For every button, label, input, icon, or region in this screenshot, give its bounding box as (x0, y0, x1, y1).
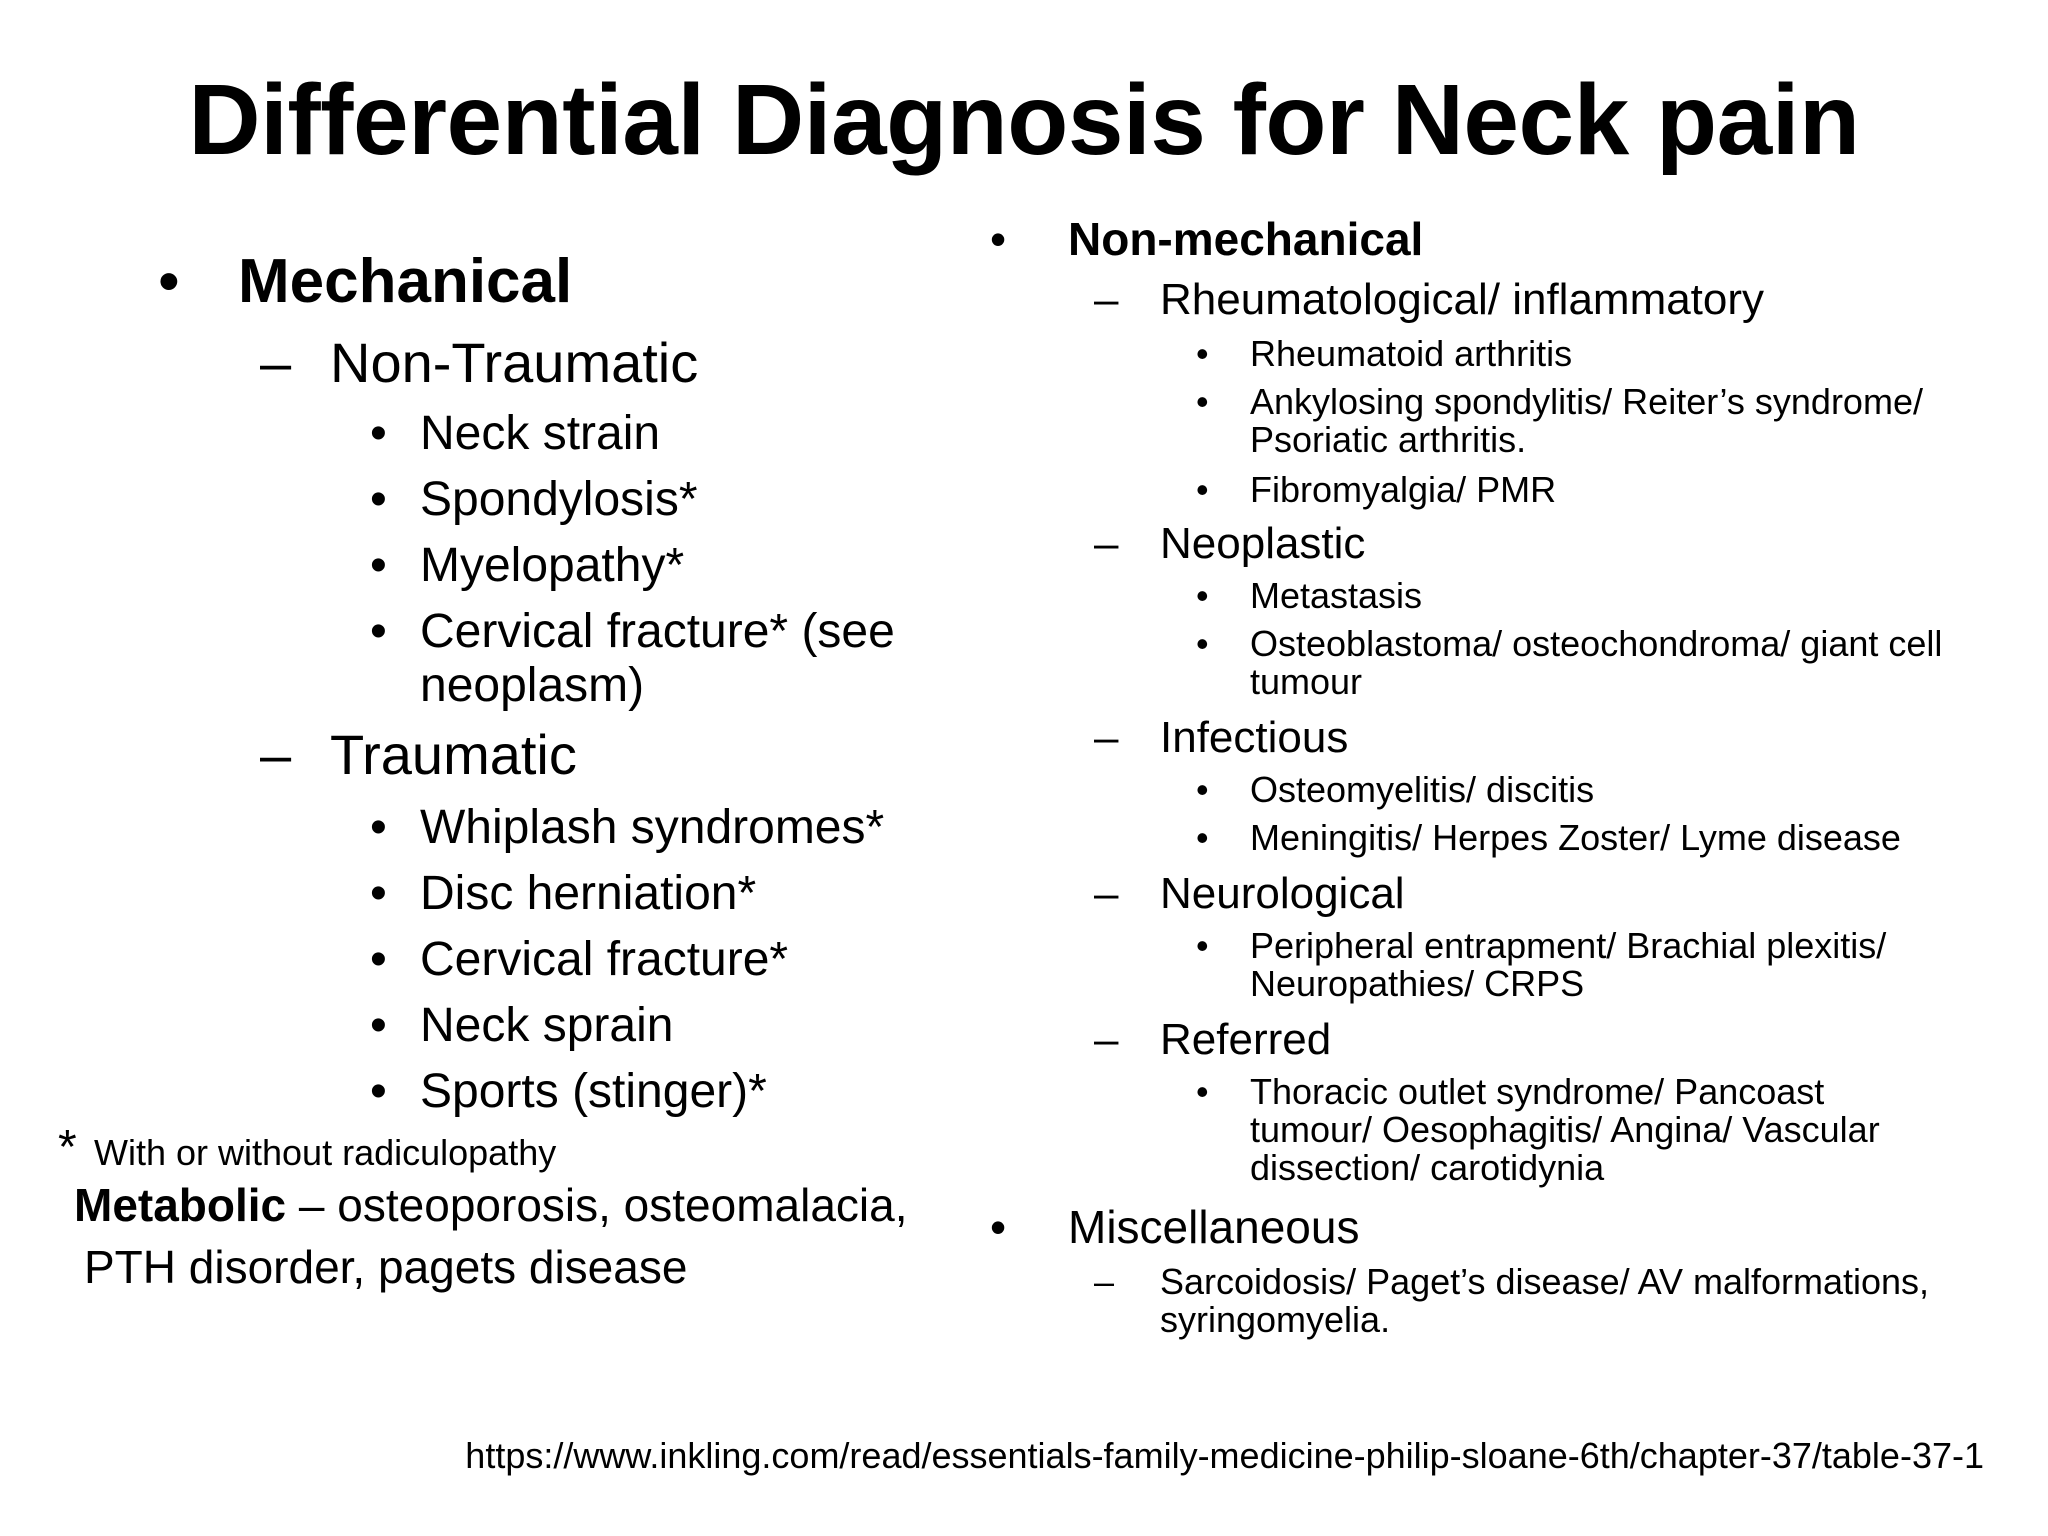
footnote-star: * (58, 1121, 77, 1174)
list-item-continuation: tumour (1250, 661, 1363, 702)
bullet-dot: • (370, 407, 387, 460)
list-item: Fibromyalgia/ PMR (1250, 469, 1557, 510)
dash-marker: – (1094, 1015, 1119, 1064)
bullet-dot: • (370, 473, 387, 526)
list-item: Whiplash syndromes* (420, 801, 885, 854)
list-item: Myelopathy* (420, 539, 685, 592)
subheading-rheumatological: Rheumatological/ inflammatory (1160, 275, 1765, 324)
heading-non-mechanical: Non-mechanical (1068, 213, 1424, 265)
list-item-continuation: syringomyelia. (1160, 1299, 1391, 1340)
list-item: Neck sprain (420, 999, 674, 1052)
bullet-dot: • (1196, 623, 1209, 664)
subheading-neurological: Neurological (1160, 869, 1405, 918)
subheading-traumatic: Traumatic (330, 723, 577, 786)
subheading-non-traumatic: Non-Traumatic (330, 331, 699, 394)
list-item: Osteoblastoma/ osteochondroma/ giant cell (1250, 623, 1943, 664)
bullet-dot: • (1196, 469, 1209, 510)
source-url: https://www.inkling.com/read/essentials-family-medicine-philip-sloane-6th/chapter-37/table-37-1 (465, 1435, 1984, 1476)
bullet-dot: • (990, 213, 1007, 265)
list-item: Metastasis (1250, 575, 1423, 616)
bullet-dot: • (370, 999, 387, 1052)
dash-marker: – (260, 723, 292, 786)
dash-marker: – (1094, 1261, 1115, 1302)
heading-mechanical: Mechanical (238, 247, 573, 316)
list-item: Disc herniation* (420, 867, 757, 920)
metabolic-line-2: PTH disorder, pagets disease (84, 1241, 688, 1293)
bullet-dot: • (1196, 925, 1209, 966)
list-item: Ankylosing spondylitis/ Reiter’s syndrome/ (1250, 381, 1923, 422)
metabolic-line-1 (74, 1178, 908, 1232)
bullet-dot: • (370, 867, 387, 920)
bullet-dot: • (370, 801, 387, 854)
heading-miscellaneous: Miscellaneous (1068, 1201, 1360, 1253)
dash-marker: – (260, 331, 292, 394)
list-item: Rheumatoid arthritis (1250, 333, 1573, 374)
footnote-text: With or without radiculopathy (94, 1132, 557, 1173)
slide-title: Differential Diagnosis for Neck pain (188, 64, 1860, 176)
bullet-dot: • (1196, 575, 1209, 616)
bullet-dot: • (370, 933, 387, 986)
bullet-dot: • (1196, 817, 1209, 858)
bullet-dot: • (1196, 1071, 1209, 1112)
list-item-continuation: neoplasm) (420, 659, 645, 712)
list-item-continuation: dissection/ carotidynia (1250, 1147, 1605, 1188)
bullet-dot: • (1196, 769, 1209, 810)
metabolic-text: – osteoporosis, osteomalacia, (286, 1179, 908, 1231)
list-item: Meningitis/ Herpes Zoster/ Lyme disease (1250, 817, 1901, 858)
metabolic-label: Metabolic (74, 1179, 287, 1231)
dash-marker: – (1094, 869, 1119, 918)
bullet-dot: • (370, 1065, 387, 1118)
bullet-dot: • (158, 247, 180, 316)
bullet-dot: • (1196, 381, 1209, 422)
bullet-dot: • (990, 1201, 1007, 1253)
list-item: Sports (stinger)* (420, 1065, 767, 1118)
bullet-dot: • (370, 605, 387, 658)
list-item: Cervical fracture* (420, 933, 789, 986)
bullet-dot: • (370, 539, 387, 592)
list-item: Spondylosis* (420, 473, 698, 526)
subheading-infectious: Infectious (1160, 713, 1349, 762)
subheading-referred: Referred (1160, 1015, 1332, 1064)
subheading-neoplastic: Neoplastic (1160, 519, 1366, 568)
list-item: Sarcoidosis/ Paget’s disease/ AV malformations, (1160, 1261, 1930, 1302)
dash-marker: – (1094, 275, 1119, 324)
list-item: Peripheral entrapment/ Brachial plexitis/ (1250, 925, 1887, 966)
list-item: Cervical fracture* (see (420, 605, 895, 658)
list-item-continuation: Psoriatic arthritis. (1250, 419, 1527, 460)
bullet-dot: • (1196, 333, 1209, 374)
list-item: Thoracic outlet syndrome/ Pancoast (1250, 1071, 1825, 1112)
dash-marker: – (1094, 519, 1119, 568)
list-item: Osteomyelitis/ discitis (1250, 769, 1595, 810)
list-item-continuation: tumour/ Oesophagitis/ Angina/ Vascular (1250, 1109, 1880, 1150)
list-item: Neck strain (420, 407, 661, 460)
list-item-continuation: Neuropathies/ CRPS (1250, 963, 1585, 1004)
dash-marker: – (1094, 713, 1119, 762)
